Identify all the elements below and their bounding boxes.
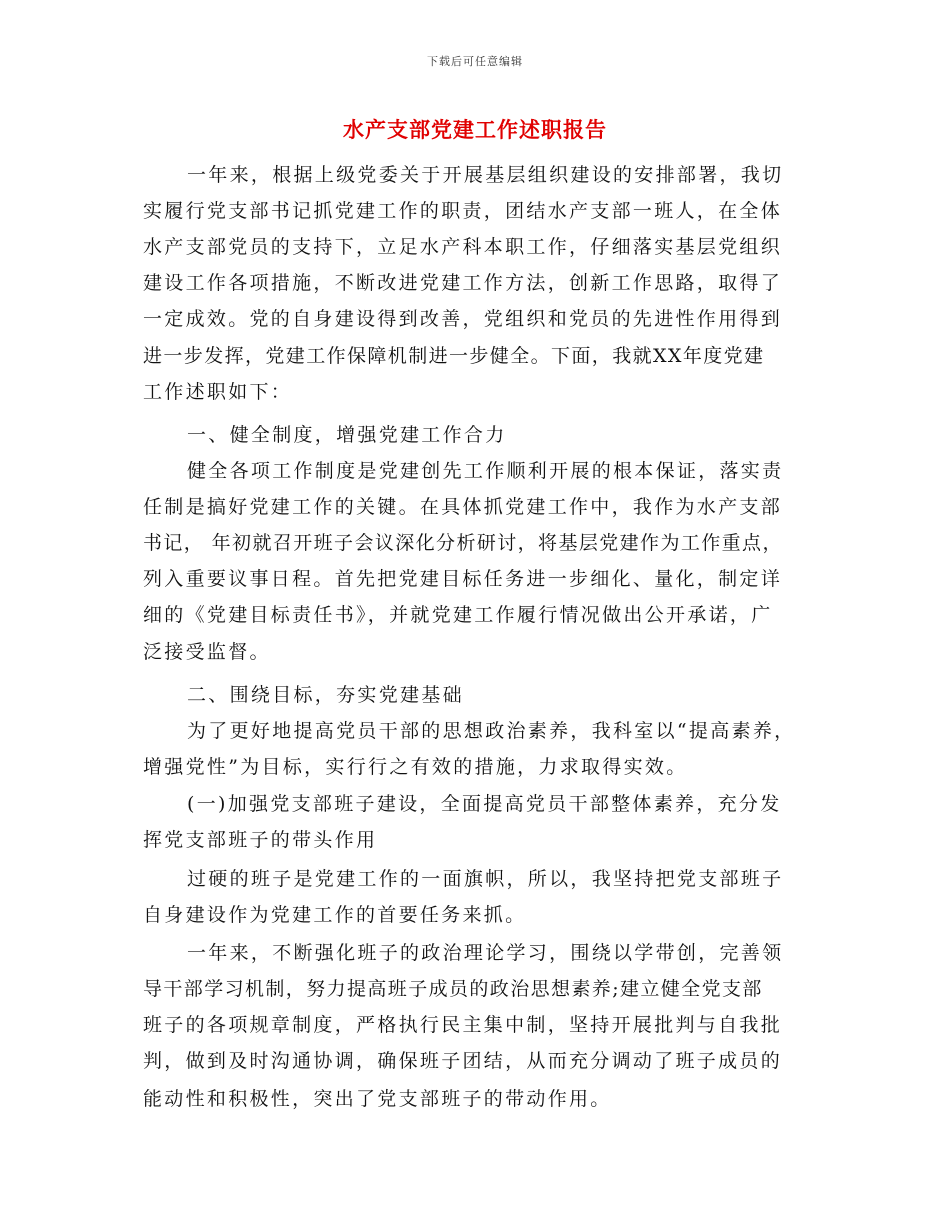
body-line: 一定成效。党的自身建设得到改善，党组织和党员的先进性作用得到 bbox=[143, 308, 783, 330]
body-line: 一年来，根据上级党委关于开展基层组织建设的安排部署，我切 bbox=[187, 164, 784, 186]
body-line: 工作述职如下： bbox=[143, 381, 293, 403]
body-line: 班子的各项规章制度，严格执行民主集中制，坚持开展批判与自我批 bbox=[143, 1014, 783, 1036]
body-line: 进一步发挥，党建工作保障机制进一步健全。下面，我就XX年度党建 bbox=[143, 345, 765, 367]
subsection-heading-1-cont: 挥党支部班子的带头作用 bbox=[143, 829, 378, 851]
body-line: 任制是搞好党建工作的关键。在具体抓党建工作中，我作为水产支部 bbox=[143, 496, 783, 518]
body-line: 判，做到及时沟通协调，确保班子团结，从而充分调动了班子成员的 bbox=[143, 1050, 783, 1072]
section-heading-2: 二、围绕目标，夯实党建基础 bbox=[187, 684, 464, 706]
document-title: 水产支部党建工作述职报告 bbox=[343, 117, 607, 142]
body-line: 能动性和积极性，突出了党支部班子的带动作用。 bbox=[143, 1088, 612, 1110]
body-line: 一年来，不断强化班子的政治理论学习，围绕以学带创，完善领 bbox=[187, 942, 784, 964]
body-line: 导干部学习机制，努力提高班子成员的政治思想素养;建立健全党支部 bbox=[143, 978, 763, 1000]
body-line: 列入重要议事日程。首先把党建目标任务进一步细化、量化，制定详 bbox=[143, 568, 783, 590]
body-line: 建设工作各项措施，不断改进党建工作方法，创新工作思路，取得了 bbox=[143, 272, 783, 294]
body-line: 增强党性”为目标，实行行之有效的措施，力求取得实效。 bbox=[143, 756, 688, 778]
body-line: 过硬的班子是党建工作的一面旗帜，所以，我坚持把党支部班子 bbox=[187, 868, 784, 890]
section-heading-1: 一、健全制度，增强党建工作合力 bbox=[187, 424, 507, 446]
body-line: 书记， 年初就召开班子会议深化分析研讨，将基层党建作为工作重点， bbox=[143, 532, 783, 554]
body-line: 实履行党支部书记抓党建工作的职责，团结水产支部一班人，在全体 bbox=[143, 200, 783, 222]
header-note: 下载后可任意编辑 bbox=[427, 55, 523, 68]
body-line: 水产支部党员的支持下，立足水产科本职工作，仔细落实基层党组织 bbox=[143, 236, 783, 258]
body-line: 健全各项工作制度是党建创先工作顺利开展的根本保证，落实责 bbox=[187, 460, 784, 482]
body-line: 泛接受监督。 bbox=[143, 641, 271, 663]
subsection-heading-1: (一)加强党支部班子建设，全面提高党员干部整体素养，充分发 bbox=[187, 793, 782, 815]
body-line: 细的《党建目标责任书》，并就党建工作履行情况做出公开承诺，广 bbox=[143, 604, 773, 626]
body-line: 自身建设作为党建工作的首要任务来抓。 bbox=[143, 904, 527, 926]
body-line: 为了更好地提高党员干部的思想政治素养，我科室以“提高素养， bbox=[187, 720, 796, 742]
